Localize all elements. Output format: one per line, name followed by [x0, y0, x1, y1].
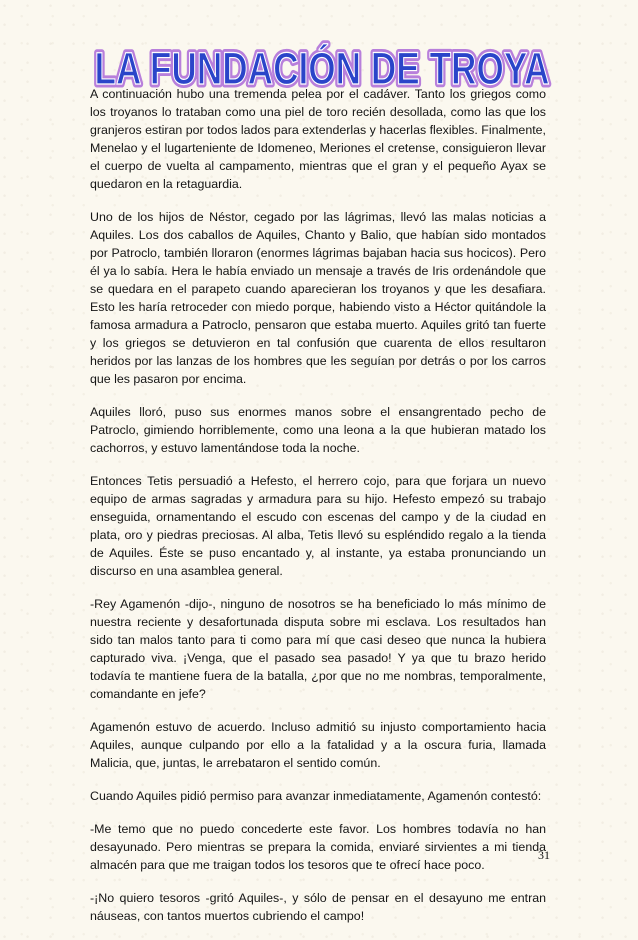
paragraph: -¡No quiero tesoros -gritó Aquiles-, y sólo de pensar en el desayuno me entran náuseas, con tantos muertos cubriendo el campo!: [90, 891, 546, 923]
paragraph: Cuando Aquiles pidió permiso para avanzar inmediatamente, Agamenón contestó:: [90, 789, 542, 803]
body-text: [90, 85, 546, 940]
title-outline-text: LA FUNDACIÓN DE TROYA: [94, 43, 550, 92]
paragraph: -Me temo que no puedo concederte este favor. Los hombres todavía no han desayunado. Pero mientras se prepara la comida, enviaré sirvientes a mi tienda almacén para que me traigan todos los tesoros que te ofrecí hace poco.: [90, 822, 546, 872]
paragraph: -Rey Agamenón -dijo-, ninguno de nosotros se ha beneficiado lo más mínimo de nuestra reciente y desafortunada disputa sobre mi esclava. Los resultados han sido tan malos tanto para ti como para mí que casi deseo que nunca la hubiera capturado viva. ¡Venga, que el pasado sea pasado! Y ya que tu brazo herido todavía te mantiene fuera de la batalla, ¿por que no me nombras, temporalmente, comandante en jefe?: [90, 597, 546, 701]
paragraph: Uno de los hijos de Néstor, cegado por las lágrimas, llevó las malas noticias a Aquiles. Los dos caballos de Aquiles, Chanto y Balio, que habían sido montados por Patroclo, también lloraron (enormes lágrimas bajaban hacia sus hocicos). Pero él ya lo sabía. Hera le había enviado un mensaje a través de Iris ordenándole que se quedara en el parapeto cuando aparecieran los troyanos y que les desafiara. Esto les haría retroceder con miedo porque, habiendo visto a Héctor quitándole la famosa armadura a Patroclo, pensaron que estaba muerto. Aquiles gritó tan fuerte y los griegos se detuvieron en tal confusión que cuarenta de ellos resultaron heridos por las lanzas de los hombres que les seguían por detrás o por los carros que les pasaron por encima.: [90, 210, 546, 386]
paragraph: Entonces Tetis persuadió a Hefesto, el herrero cojo, para que forjara un nuevo equipo de armas sagradas y armadura para su hijo. Hefesto empezó su trabajo enseguida, ornamentando el escudo con escenas del campo y de la ciudad en plata, oro y piedras preciosas. Al alba, Tetis llevó su espléndido regalo a la tienda de Aquiles. Éste se puso encantado y, al instante, ya estaba pronunciando un discurso en una asamblea general.: [90, 474, 546, 578]
paragraph: A continuación hubo una tremenda pelea por el cadáver. Tanto los griegos como los troyanos lo trataban como una piel de toro recién desollada, como las que los granjeros estiran por todos lados para extenderlas y hacerlas flexibles. Finalmente, Menelao y el lugarteniente de Idomeneo, Meriones el cretense, consiguieron llevar el cuerpo de vuelta al campamento, mientras que el gran y el pequeño Ayax se quedaron en la retaguardia.: [90, 87, 546, 191]
title-text: LA FUNDACIÓN DE TROYA: [94, 43, 550, 92]
paragraph: Agamenón estuvo de acuerdo. Incluso admitió su injusto comportamiento hacia Aquiles, aunque culpando por ello a la fatalidad y a la oscura furia, llamada Malicia, que, juntas, le arrebataron el sentido común.: [90, 720, 546, 770]
page-number: 31: [538, 848, 550, 862]
paragraph: Aquiles lloró, puso sus enormes manos sobre el ensangrentado pecho de Patroclo, gimiendo horriblemente, como una leona a la que hubieran matado los cachorros, y estuvo lamentándose toda la noche.: [90, 405, 546, 455]
